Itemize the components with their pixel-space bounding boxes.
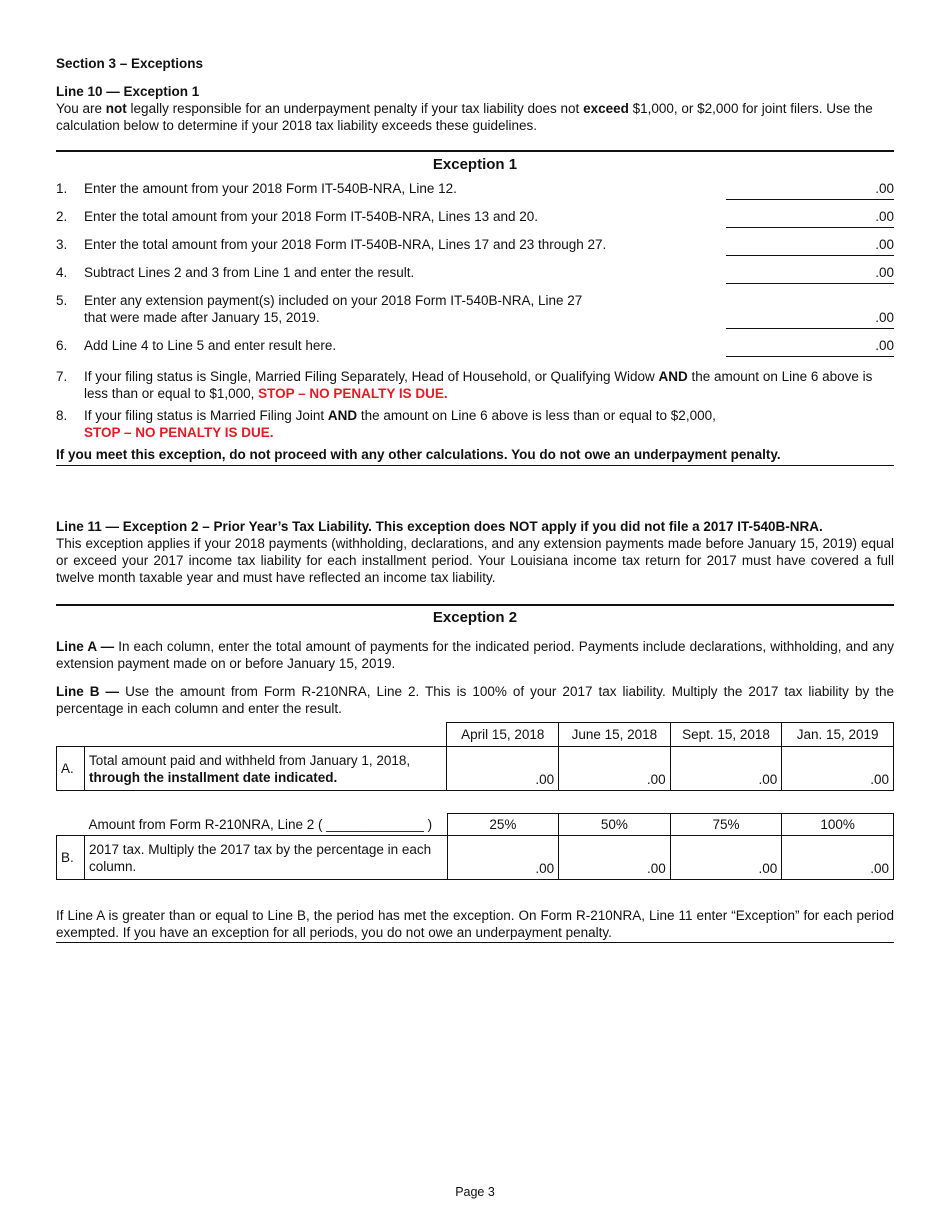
- divider: [56, 604, 894, 606]
- row-a-text: Total amount paid and withheld from January 1, 2018,: [88, 752, 411, 768]
- line8-text: If your filing status is Married Filing Joint: [84, 408, 328, 423]
- divider: [56, 150, 894, 152]
- line-text: Add Line 4 to Line 5 and enter result here.: [84, 338, 337, 353]
- intro-text: $1,000, or $2,000 for joint filers. Use the calculation below to determine if your 2018 tax liability exceeds these guidelines.: [56, 101, 873, 133]
- line-number: 3.: [56, 237, 68, 252]
- line-text: Enter the total amount from your 2018 Form IT-540B-NRA, Lines 17 and 23 through 27.: [84, 237, 607, 252]
- line-number: 1.: [56, 181, 68, 196]
- line-text-b: that were made after January 15, 2019.: [84, 310, 320, 325]
- row-a-text-bold: through the installment date indicated.: [88, 769, 338, 785]
- line-number: 4.: [56, 265, 68, 280]
- date-header: June 15, 2018: [559, 723, 671, 747]
- page-number: Page 3: [455, 1185, 495, 1199]
- line-number: 6.: [56, 338, 68, 353]
- date-header: April 15, 2018: [447, 723, 559, 747]
- intro-text: You are: [56, 101, 106, 116]
- divider: [56, 942, 894, 943]
- row-b-amount[interactable]: .00: [670, 836, 782, 880]
- row-b-amount[interactable]: .00: [782, 836, 894, 880]
- line7-text: If your filing status is Single, Married Filing Separately, Head of Household, or Qualifying Widow: [84, 369, 659, 384]
- exception1-closing: If you meet this exception, do not proceed with any other calculations. You do not owe an underpayment penalty.: [56, 447, 781, 462]
- percent-header: 25%: [447, 814, 559, 836]
- lineB-label: Line B —: [56, 684, 120, 699]
- line8-text: the amount on Line 6 above is less than or equal to $2,000,: [357, 408, 716, 423]
- blank-cell: [84, 723, 447, 747]
- amount-field[interactable]: .00: [726, 337, 894, 357]
- date-header: Sept. 15, 2018: [670, 723, 782, 747]
- line7-text: the amount on Line 6 above is less than or equal to $1,000,: [84, 369, 873, 401]
- date-header: Jan. 15, 2019: [782, 723, 894, 747]
- line7-and: AND: [658, 369, 688, 384]
- row-b-amount[interactable]: .00: [447, 836, 559, 880]
- line-text-a: Enter any extension payment(s) included on your 2018 Form IT-540B-NRA, Line 27: [84, 293, 583, 308]
- intro-exceed: exceed: [583, 101, 629, 116]
- table-line-b: [56, 813, 894, 880]
- row-b-amount[interactable]: .00: [559, 836, 671, 880]
- percent-header: 100%: [782, 814, 894, 836]
- row-a-amount[interactable]: .00: [670, 747, 782, 791]
- amount-field[interactable]: .00: [726, 264, 894, 284]
- stop-notice: STOP – NO PENALTY IS DUE.: [84, 425, 274, 440]
- row-b-header[interactable]: Amount from Form R-210NRA, Line 2 ( _____________ ): [84, 814, 447, 836]
- row-a-description: [84, 747, 447, 791]
- line8-and: AND: [327, 408, 358, 423]
- line10-title: Line 10 — Exception 1: [56, 84, 200, 99]
- amount-field[interactable]: .00: [726, 309, 894, 329]
- line-number: 2.: [56, 209, 68, 224]
- percent-header: 50%: [559, 814, 671, 836]
- exception2-closing: If Line A is greater than or equal to Line B, the period has met the exception. On Form R-210NRA, Line 11 enter “Exception” for each period exempted. If you have an exception for all periods, you do not owe an underpayment penalty.: [56, 908, 894, 940]
- lineA-text: In each column, enter the total amount of payments for the indicated period. Payments include declarations, withholding, and any extension payment made on or before January 15, 2019.: [56, 639, 894, 671]
- lineB-instructions: [56, 683, 894, 717]
- divider: [56, 465, 894, 466]
- line-number: 7.: [56, 369, 68, 384]
- line-number: 8.: [56, 408, 68, 423]
- line-text: Enter the amount from your 2018 Form IT-540B-NRA, Line 12.: [84, 181, 457, 196]
- lineA-label: Line A —: [56, 639, 115, 654]
- percent-header: 75%: [670, 814, 782, 836]
- amount-field[interactable]: .00: [726, 180, 894, 200]
- amount-field[interactable]: .00: [726, 208, 894, 228]
- row-b-description: 2017 tax. Multiply the 2017 tax by the percentage in each column.: [84, 836, 447, 880]
- line-text: Enter the total amount from your 2018 Form IT-540B-NRA, Lines 13 and 20.: [84, 209, 538, 224]
- lineB-text: Use the amount from Form R-210NRA, Line 2. This is 100% of your 2017 tax liability. Multiply the 2017 tax liability by the percentage in each column and enter the result.: [56, 684, 894, 716]
- row-a-amount[interactable]: .00: [447, 747, 559, 791]
- line10-intro: [56, 100, 896, 134]
- exception1-title: Exception 1: [432, 156, 518, 173]
- section-title: Section 3 – Exceptions: [56, 56, 204, 71]
- stop-notice: STOP – NO PENALTY IS DUE.: [258, 386, 448, 401]
- blank-cell: [57, 814, 85, 836]
- line-text: Subtract Lines 2 and 3 from Line 1 and enter the result.: [84, 265, 415, 280]
- intro-not: not: [105, 101, 127, 116]
- exception2-title: Exception 2: [432, 609, 518, 626]
- amount-field[interactable]: .00: [726, 236, 894, 256]
- row-letter: A.: [57, 747, 85, 791]
- line11-body: This exception applies if your 2018 payments (withholding, declarations, and any extension payments made before January 15, 2019) equal or exceed your 2017 income tax liability for each installment period. Your Louisiana income tax return for 2017 must have covered a full twelve month taxable year and must have reflected an income tax liability.: [56, 536, 894, 585]
- row-a-amount[interactable]: .00: [782, 747, 894, 791]
- line-text: [84, 292, 724, 326]
- line11-title: Line 11 — Exception 2 – Prior Year’s Tax Liability. This exception does NOT apply if you did not file a 2017 IT-540B-NRA.: [56, 519, 823, 534]
- line-text: [84, 368, 894, 402]
- line-text: [84, 407, 894, 441]
- intro-text: legally responsible for an underpayment penalty if your tax liability does not: [126, 101, 584, 116]
- lineA-instructions: [56, 638, 894, 672]
- line-number: 5.: [56, 293, 68, 308]
- row-letter: B.: [57, 836, 85, 880]
- blank-cell: [57, 723, 85, 747]
- table-line-a: [56, 722, 894, 791]
- row-a-amount[interactable]: .00: [559, 747, 671, 791]
